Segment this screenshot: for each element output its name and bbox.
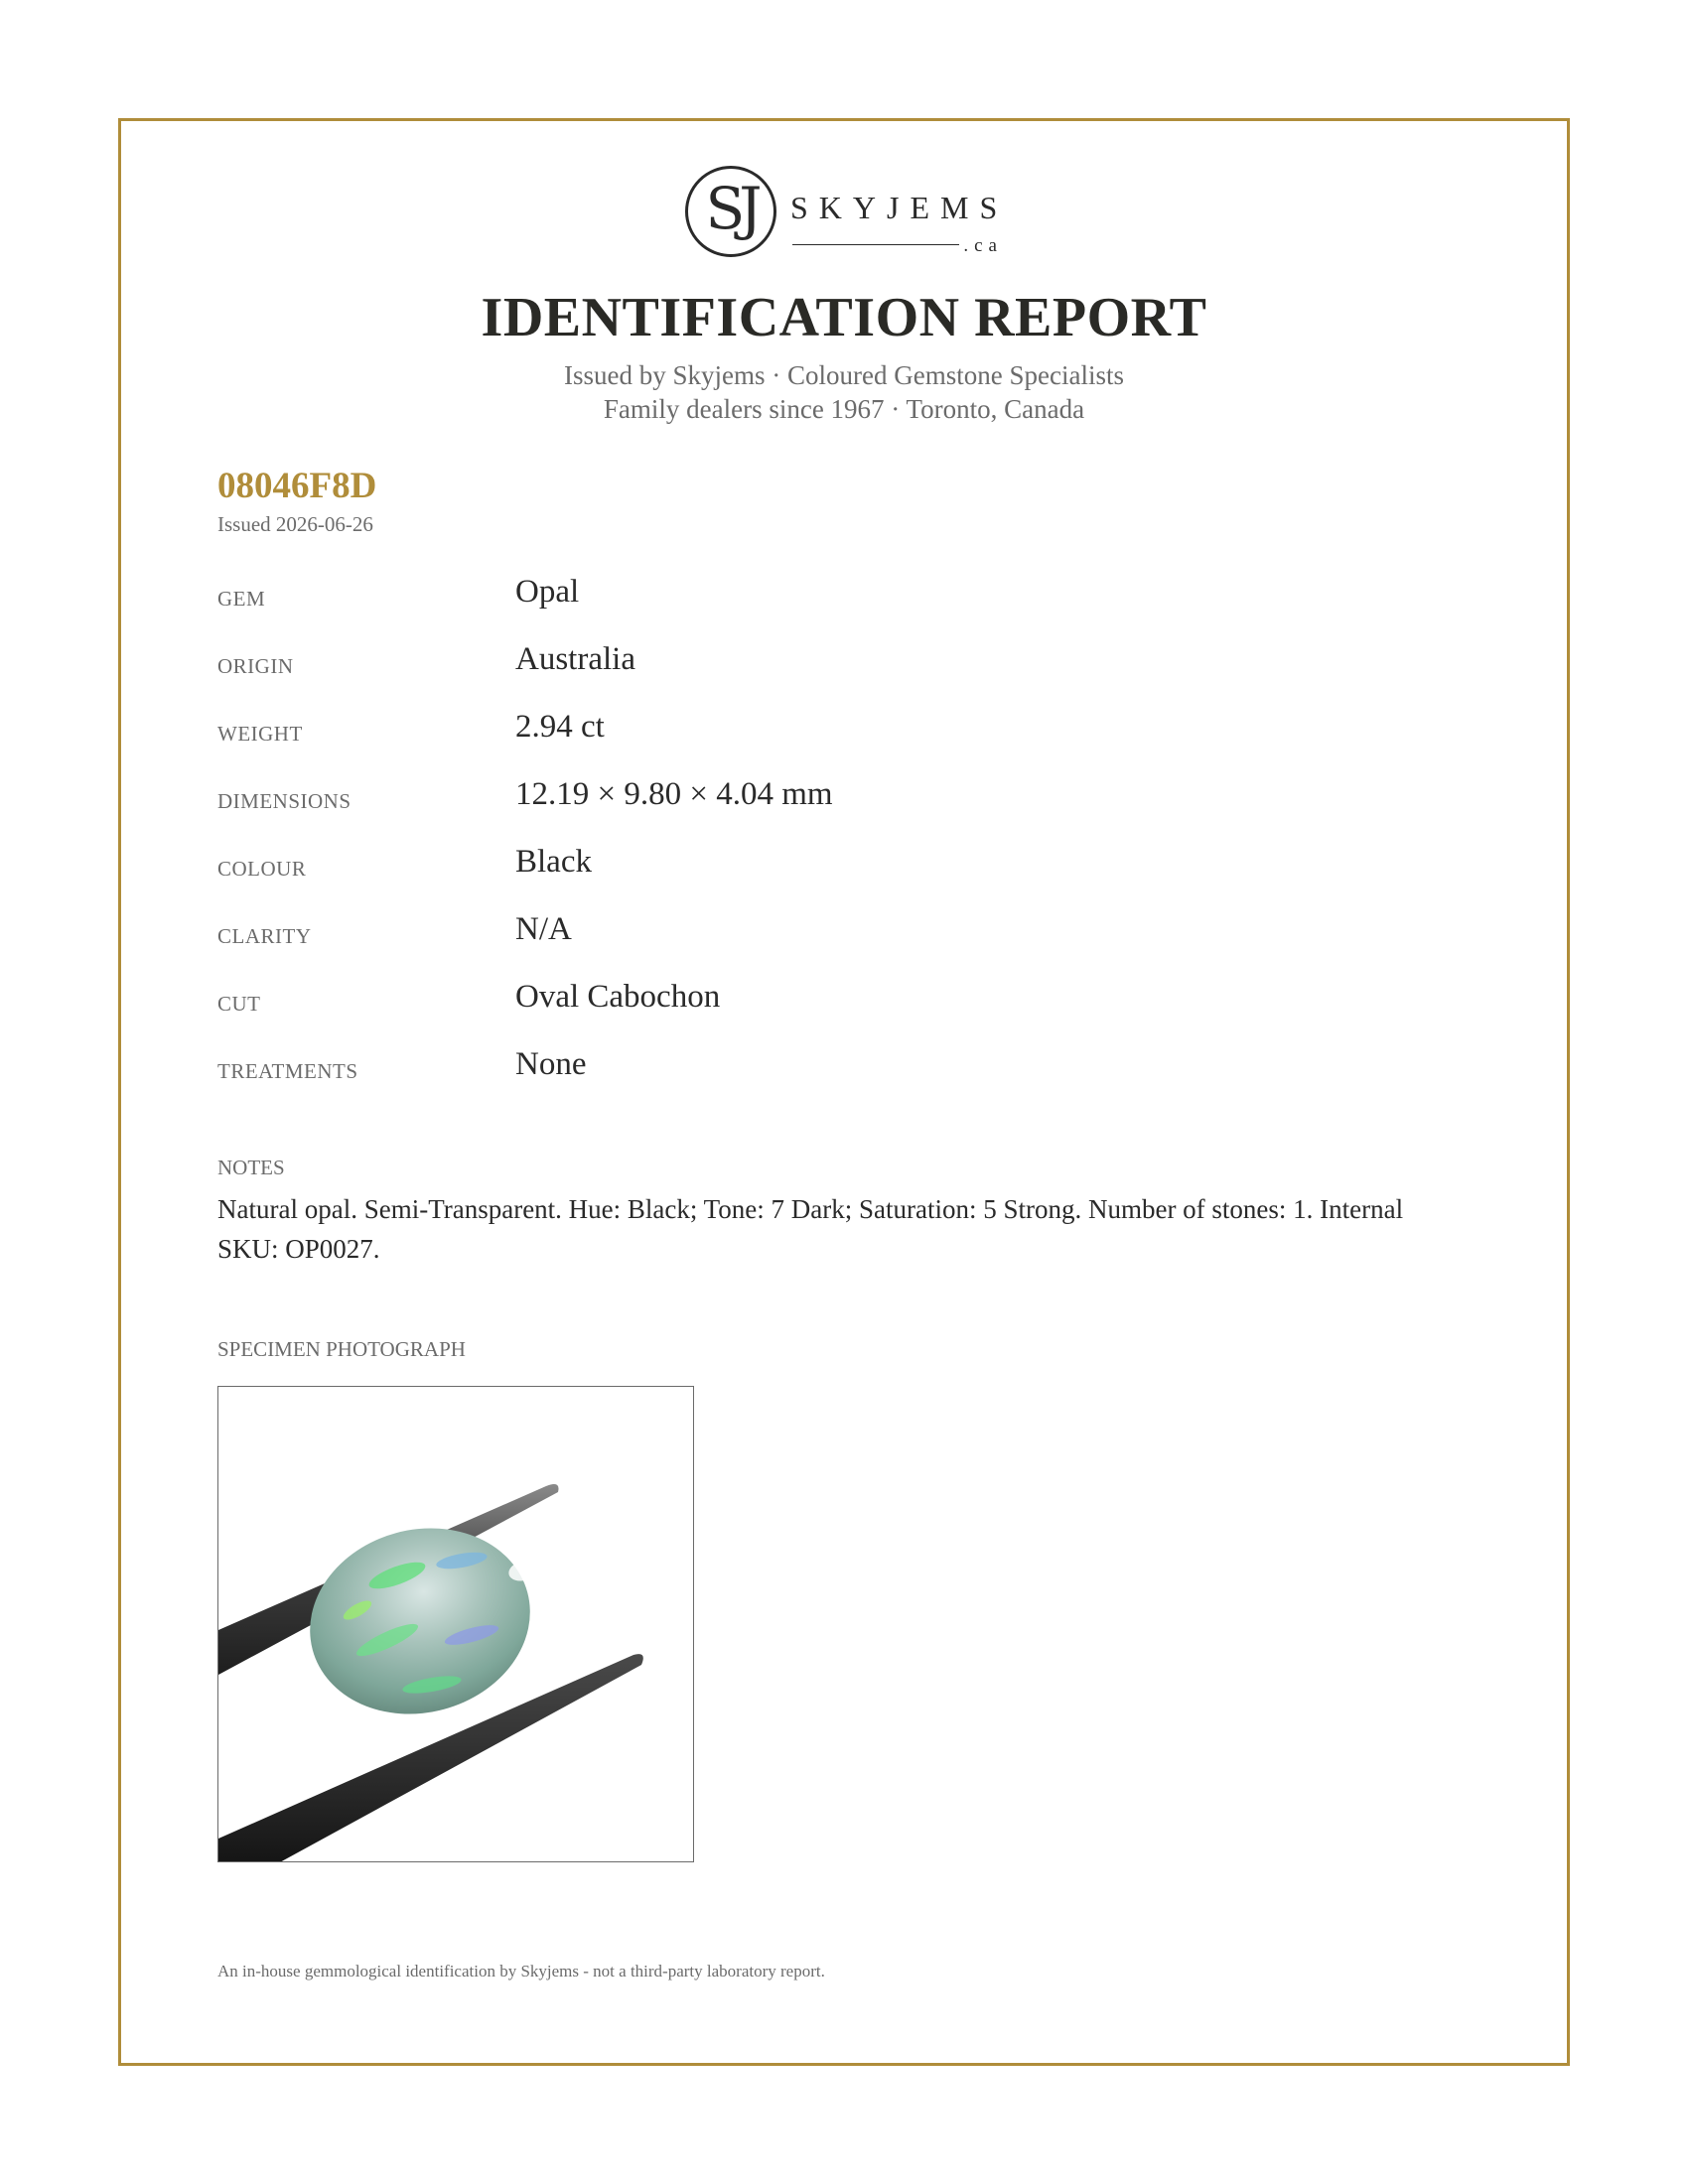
issue-date: Issued 2026-06-26 [217, 512, 373, 536]
subtitle-location: Family dealers since 1967 · Toronto, Canada [603, 394, 1085, 424]
field-label: ORIGIN [217, 654, 294, 678]
field-value: N/A [515, 911, 572, 947]
opal-stone [289, 1504, 551, 1738]
monogram-icon [685, 166, 776, 257]
field-row-dimensions [217, 776, 1459, 844]
monogram-text: SJ [705, 175, 757, 242]
field-value: Australia [515, 641, 635, 677]
report-id: 08046F8D [217, 466, 377, 506]
field-label: COLOUR [217, 857, 307, 881]
field-row-colour [217, 844, 1459, 911]
field-row-cut [217, 979, 1459, 1046]
field-label: GEM [217, 587, 266, 611]
specimen-photo [217, 1386, 694, 1862]
field-value: 12.19 × 9.80 × 4.04 mm [515, 776, 833, 812]
skyjems-logo [685, 164, 1013, 263]
field-row-treatments [217, 1046, 1459, 1114]
field-label: DIMENSIONS [217, 789, 352, 813]
brand-tld: .ca [792, 235, 1003, 255]
field-label: CLARITY [217, 924, 312, 948]
page-title: IDENTIFICATION REPORT [481, 287, 1207, 348]
photo-label: SPECIMEN PHOTOGRAPH [217, 1337, 466, 1361]
field-label: TREATMENTS [217, 1059, 358, 1083]
notes-text: Natural opal. Semi-Transparent. Hue: Black; Tone: 7 Dark; Saturation: 5 Strong. Number of stones: 1. Internal SKU: OP0027. [217, 1194, 1404, 1264]
field-row-gem [217, 574, 1459, 641]
disclaimer-footer: An in-house gemmological identification by Skyjems - not a third-party laboratory report. [217, 1962, 825, 1980]
field-value: None [515, 1046, 587, 1082]
field-value: 2.94 ct [515, 709, 605, 745]
field-value: Oval Cabochon [515, 979, 721, 1015]
gem-details [217, 574, 1459, 1114]
subtitle-issuer: Issued by Skyjems · Coloured Gemstone Specialists [564, 360, 1124, 390]
field-value: Black [515, 844, 592, 880]
field-label: CUT [217, 992, 261, 1016]
field-row-clarity [217, 911, 1459, 979]
field-value: Opal [515, 574, 580, 610]
field-label: WEIGHT [217, 722, 303, 746]
notes-label: NOTES [217, 1156, 285, 1179]
field-row-origin [217, 641, 1459, 709]
opal-in-tweezers-illustration [218, 1387, 694, 1862]
field-row-weight [217, 709, 1459, 776]
brand-name: SKYJEMS [790, 190, 1009, 225]
